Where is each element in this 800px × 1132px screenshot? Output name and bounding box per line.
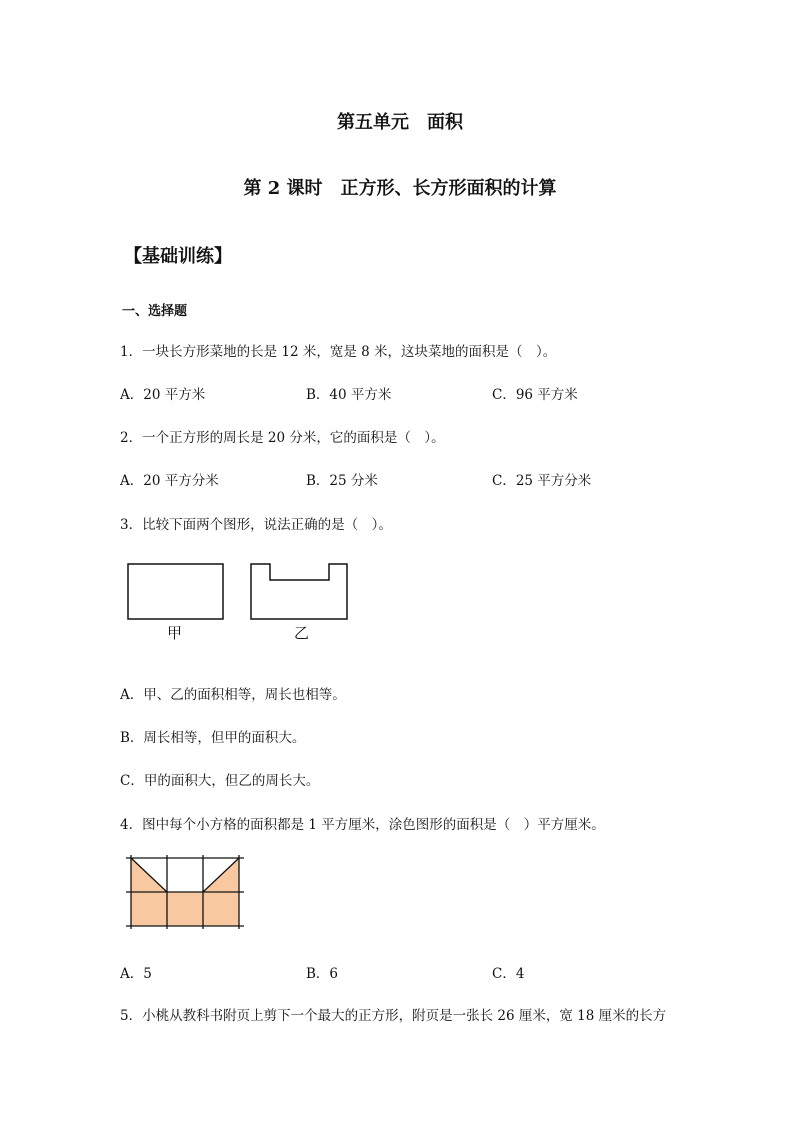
q2-option-a[interactable]: A．20 平方分米 (120, 473, 219, 489)
lesson-title: 第 2 课时 正方形、长方形面积的计算 (243, 178, 557, 199)
question-1-text: 1．一块长方形菜地的长是 12 米，宽是 8 米，这块菜地的面积是（ ）。 (120, 344, 557, 360)
q1-option-b[interactable]: B．40 平方米 (306, 387, 392, 403)
question-5-text: 5．小桃从教科书附页上剪下一个最大的正方形，附页是一张长 26 厘米，宽 18 厘米的长方 (120, 1008, 667, 1024)
q3-option-c[interactable]: C．甲的面积大，但乙的周长大。 (120, 773, 320, 789)
q2-option-b[interactable]: B．25 分米 (306, 473, 378, 489)
question-2-text: 2．一个正方形的周长是 20 分米，它的面积是（ ）。 (120, 430, 445, 446)
q3-option-b[interactable]: B．周长相等，但甲的面积大。 (120, 730, 306, 746)
question-3-text: 3．比较下面两个图形，说法正确的是（ ）。 (120, 517, 392, 533)
q1-option-a[interactable]: A．20 平方米 (120, 387, 206, 403)
figure-jia-label: 甲 (167, 624, 183, 642)
unit-title: 第五单元 面积 (337, 112, 463, 133)
q2-option-c[interactable]: C．25 平方分米 (492, 473, 592, 489)
q1-option-c[interactable]: C．96 平方米 (492, 387, 578, 403)
question-4-text: 4．图中每个小方格的面积都是 1 平方厘米，涂色图形的面积是（ ）平方厘米。 (120, 817, 605, 833)
q4-option-a[interactable]: A．5 (120, 966, 152, 982)
figure-yi-label: 乙 (294, 624, 310, 642)
q4-option-c[interactable]: C．4 (492, 966, 525, 982)
section-heading: 【基础训练】 (124, 246, 232, 267)
question-type-heading: 一、选择题 (122, 304, 188, 319)
q4-option-b[interactable]: B．6 (306, 966, 339, 982)
q3-option-a[interactable]: A．甲、乙的面积相等，周长也相等。 (120, 687, 346, 703)
